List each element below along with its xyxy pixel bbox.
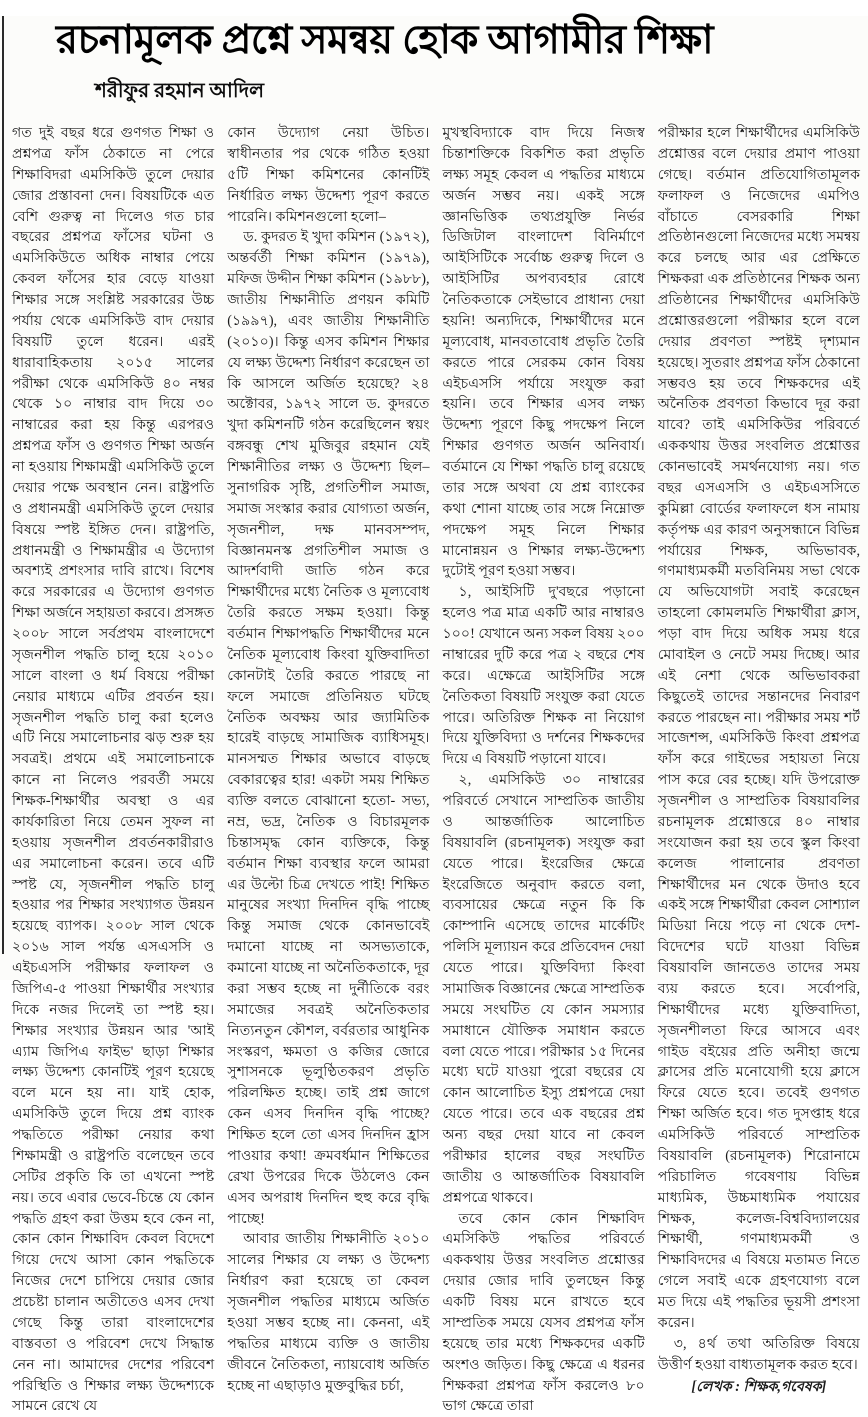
author-credit: [লেখক : শিক্ষক,গবেষক] [658, 1377, 860, 1398]
paragraph: আবার জাতীয় শিক্ষানীতি ২০১০ সালের শিক্ষার যে লক্ষ্য ও উদ্দেশ্য নির্ধারণ করা হয়েছে তা কেবল সৃজনশীল পদ্ধতির মাধ্যমে অর্জিত হওয়া সম্ভব হচ্ছে না। কেননা, এই পদ্ধতির মাধ্যমে ব্যক্তি ও জাতীয় জীবনে নৈতিকতা, ন্যায়বোধ অর্জিত হচ্ছে না এছাড়াও মুক্তবুদ্ধির চর্চা, [227, 1229, 429, 1396]
column-1 [12, 123, 214, 1417]
paragraph: পরীক্ষার হলে শিক্ষার্থীদের এমসিকিউ প্রশ্নোত্তর বলে দেয়ার প্রমাণ পাওয়া গেছে। বর্তমান প্রতিযোগিতামূলক ফলাফল ও নিজেদের এমপিও বাঁচাতে বেসরকারি শিক্ষা প্রতিষ্ঠানগুলো নিজেদের মধ্যে সমন্বয় করে চলছে আর এর প্রেক্ষিতে শিক্ষকরা এক প্রতিষ্ঠানের শিক্ষক অন্য প্রতিষ্ঠানের শিক্ষার্থীদের এমসিকিউ প্রশ্নোত্তরগুলো পরীক্ষার হলে বলে দেয়ার প্রবণতা স্পষ্টই দৃশ্যমান হয়েছে। সুতরাং প্রশ্নপত্র ফাঁস ঠেকানো সম্ভবও হয় তবে শিক্ষকদের এই অনৈতিক প্রবণতা কিভাবে দূর করা যাবে? তাই এমসিকিউর পরিবর্তে এককথায় উত্তর সংবলিত প্রশ্নোত্তর কোনভাবেই সমর্থনযোগ্য নয়। গত বছর এসএসসি ও এইচএসসিতে কুমিল্লা বোর্ডের ফলাফলে ধস নামায় কর্তৃপক্ষ এর কারণ অনুসন্ধানে বিভিন্ন পর্যায়ের শিক্ষক, অভিভাবক, গণমাধ্যমকর্মী মতবিনিময় সভা থেকে যে অভিযোগটা সবাই করেছেন তাহলো কোমলমতি শিক্ষার্থীরা ক্লাস, পড়া বাদ দিয়ে অধিক সময় ধরে মোবাইল ও নেটে সময় দিচ্ছে। আর এই নেশা থেকে অভিভাবকরা কিছুতেই তাদের সন্তানদের নিবারণ করতে পারছেন না। পরীক্ষার সময় শর্ট সাজেশন্স, এমসিকিউ কিংবা প্রশ্নপত্র ফাঁস করে গাইভের সহায়তা নিয়ে পাস করে বের হচ্ছে। যদি উপরোক্ত সৃজনশীল ও সাম্প্রতিক বিষয়াবলির রচনামূলক প্রশ্নোত্তরে ৪০ নাম্বার সংযোজন করা হয় তবে স্কুল কিংবা কলেজ পালানোর প্রবণতা শিক্ষার্থীদের মন থেকে উদাও হবে একই সঙ্গে শিক্ষার্থীরা কেবল সোশ্যাল মিডিয়া নিয়ে পড়ে না থেকে দেশ-বিদেশের ঘটে যাওয়া বিভিন্ন বিষয়াবলি জানতেও তাদের সময় ব্যয় করতে হবে। সর্বোপরি, শিক্ষার্থীদের মধ্যে যুক্তিবাদিতা, সৃজনশীলতা ফিরে আসবে এবং গাইড বইয়ের প্রতি অনীহা জন্মে ক্লাসের প্রতি মনোযোগী হয়ে ক্লাসে ফিরে যেতে হবে। তবেই গুণগত শিক্ষা অর্জিত হবে। গত দুসপ্তাহ ধরে এমসিকিউ পরিবর্তে সাম্প্রতিক বিষয়াবলি (রচনামূলক) শিরোনামে পরিচালিত গবেষণায় বিভিন্ন মাধ্যমিক, উচ্চমাধ্যমিক পযায়ের শিক্ষক, কলেজ-বিশ্ববিদ্যালয়ের শিক্ষার্থী, গণমাধ্যমকর্মী ও শিক্ষাবিদদের এ বিষয়ে মতামত নিতে গেলে সবাই একে গ্রহণযোগ্য বলে মত দিয়ে এই পদ্ধতির ভূয়সী প্রশংসা করেন। [658, 123, 860, 1334]
newspaper-article-page [0, 16, 868, 980]
column-2 [227, 123, 429, 1417]
paragraph: মুখস্থবিদ্যাকে বাদ দিয়ে নিজস্ব চিন্তাশক্তিকে বিকশিত করা প্রভৃতি লক্ষ্য সমূহ কেবল এ পদ্ধতির মাধ্যমে অর্জন সম্ভব নয়। একই সঙ্গে জ্ঞানভিত্তিক তথ্যপ্রযুক্তি নির্ভর ডিজিটাল বাংলাদেশ বিনির্মাণে আইসিটিকে সর্বোচ্চ গুরুত্ব দিলে ও আইসিটির অপব্যবহার রোধে নৈতিকতাকে সেইভাবে প্রাধান্য দেয়া হয়নি! অন্যদিকে, শিক্ষার্থীদের মনে মূল্যবোধ, মানবতাবোধ প্রভৃতি তৈরি করতে পারে সেরকম কোন বিষয় এইচএসসি পর্যায়ে সংযুক্ত করা হয়নি। তবে শিক্ষার এসব লক্ষ্য উদ্দেশ্য পূরণে কিছু পদক্ষেপ নিলে শিক্ষার গুণগত অর্জন অনিবার্য। বর্তমানে যে শিক্ষা পদ্ধতি চালু রয়েছে তার সঙ্গে অথবা যে প্রশ্ন ব্যাংকের কথা শোনা যাচ্ছে তার সঙ্গে নিম্নোক্ত পদক্ষেপ সমূহ নিলে শিক্ষার মানোন্নয়ন ও শিক্ষার লক্ষ্য-উদ্দেশ্য দুটোই পূরণ হওয়া সম্ভব। [443, 123, 645, 582]
paragraph-point-1: ১, আইসিটি দু'বছরে পড়ানো হলেও পত্র মাত্র একটি আর নাম্বারও ১০০! যেখানে অন্য সকল বিষয় ২০০ নাম্বারের দুটি করে পত্র ২ বছরে শেষ করে। এক্ষেত্রে আইসিটির সঙ্গে নৈতিকতা বিষয়টি সংযুক্ত করা যেতে পারে। অতিরিক্ত শিক্ষক না নিয়োগ দিয়ে যুক্তিবিদ্যা ও দর্শনের শিক্ষকদের দিয়ে এ বিষয়টি পড়ানো যাবে। [443, 582, 645, 770]
paragraph: গত দুই বছর ধরে গুণগত শিক্ষা ও প্রশ্নপত্র ফাঁস ঠেকাতে না পেরে শিক্ষাবিদরা এমসিকিউ তুলে দেয়ার জোর প্রস্তাবনা দেন। বিষয়টিকে এত বেশি গুরুত্ব না দিলেও গত চার বছরের প্রশ্নপত্র ফাঁসের ঘটনা ও এমসিকিউতে অধিক নাম্বার পেয়ে কেবল ফাঁসের হার বেড়ে যাওয়া শিক্ষার সঙ্গে সংশ্লিষ্ট সরকারের উচ্চ পর্যায় থেকে এমসিকিউ বাদ দেয়ার বিষয়টি তুলে ধরেন। এরই ধারাবাহিকতায় ২০১৫ সালের পরীক্ষা থেকে এমসিকিউ ৪০ নম্বর থেকে ১০ নাম্বার বাদ দিয়ে ৩০ নাম্বারের করা হয় কিন্তু এরপরও প্রশ্নপত্র ফাঁস ও গুণগত শিক্ষা অর্জন না হওয়ায় শিক্ষামন্ত্রী এমসিকিউ তুলে দেয়ার পক্ষে অবস্থান নেন। রাষ্ট্রপতি ও প্রধানমন্ত্রী এমসিকিউ তুলে দেয়ার বিষয়ে স্পষ্ট ইঙ্গিত দেন। রাষ্ট্রপতি, প্রধানমন্ত্রী ও শিক্ষামন্ত্রীর এ উদ্যোগ অবশ্যই প্রশংসার দাবি রাখে। বিশেষ করে সরকারের এ উদ্যোগ গুণগত শিক্ষা অর্জনে সহায়তা করবে। প্রসঙ্গত ২০০৮ সালে সর্বপ্রথম বাংলাদেশে সৃজনশীল পদ্ধতি চালু হয়ে ২০১০ সালে বাংলা ও ধর্ম বিষয়ে পরীক্ষা নেয়ার মাধ্যমে এটির প্রবর্তন হয়। সৃজনশীল পদ্ধতি চালু করা হলেও এটি নিয়ে সমালোচনার ঝড় শুরু হয় সবত্রই। প্রথমে এই সমালোচনাকে কানে না নিলেও পরবর্তী সময়ে শিক্ষক-শিক্ষার্থীর অবস্থা ও এর কার্যকারিতা নিয়ে তেমন সুফল না হওয়ায় সৃজনশীল প্রবর্তনকারীরাও এর সমালোচনা করেন। তবে এটি স্পষ্ট যে, সৃজনশীল পদ্ধতি চালু হওয়ার পর শিক্ষার সংখ্যাগত উন্নয়ন হয়েছে ব্যাপক। ২০০৮ সাল থেকে ২০১৬ সাল পর্যন্ত এসএসসি ও এইচএসসি পরীক্ষার ফলাফল ও জিপিএ-৫ পাওয়া শিক্ষার্থীর সংখ্যার দিকে নজর দিলেই তা স্পষ্ট হয়। শিক্ষার সংখ্যার উন্নয়ন আর 'আই এ্যাম জিপিএ ফাইভ' ছাড়া শিক্ষার লক্ষ্য উদ্দেশ্য কোনটিই পূরণ হয়েছে বলে মনে হয় না। যাই হোক, এমসিকিউ তুলে দিয়ে প্রশ্ন ব্যাংক পদ্ধতিতে পরীক্ষা নেয়ার কথা শিক্ষামন্ত্রী ও রাষ্ট্রপতি বলেছেন তবে সেটির প্রকৃতি কি তা এখনো স্পষ্ট নয়। তবে এবার ভেবে-চিন্তে যে কোন পদ্ধতি গ্রহণ করা উত্তম হবে কেন না, কোন কোন শিক্ষাবিদ কেবল বিদেশে গিয়ে দেখে আসা কোন পদ্ধতিকে নিজের দেশে চাপিয়ে দেয়ার জোর প্রচেষ্টা চালান অতীতেও এসব দেখা গেছে কিন্তু তারা বাংলাদেশের বাস্তবতা ও পরিবেশ দেখে সিদ্ধান্ত নেন না। আমাদের দেশের পরিবেশ পরিস্থিতি ও শিক্ষার লক্ষ্য উদ্দেশ্যকে সামনে রেখে যে [12, 123, 214, 1417]
article-byline: শরীফুর রহমান আদিল [95, 76, 868, 109]
paragraph: তবে কোন কোন শিক্ষাবিদ এমসিকিউ পদ্ধতির পরিবর্তে এককথায় উত্তর সংবলিত প্রশ্নোত্তর দেয়ার জোর দাবি তুলছেন কিন্তু একটি বিষয় মনে রাখতে হবে সাম্প্রতিক সময়ে যেসব প্রশ্নপত্র ফাঁস হয়েছে তার মধ্যে শিক্ষকদের একটি অংশও জড়িত। কিছু ক্ষেত্রে এ ধরনর শিক্ষকরা প্রশ্নপত্র ফাঁস করলেও ৮০ ভাগ ক্ষেত্রে তারা [443, 1209, 645, 1417]
paragraph-point-2: ২, এমসিকিউ ৩০ নাম্বারের পরিবর্তে সেখানে সাম্প্রতিক জাতীয় ও আন্তর্জাতিক আলোচিত বিষয়াবলি (রচনামূলক) সংযুক্ত করা যেতে পারে। ইংরেজির ক্ষেত্রে ইংরেজিতে অনুবাদ করতে বলা, ব্যবসায়ের ক্ষেত্রে নতুন কি কি কোম্পানি এসেছে তাদের মার্কেটিং পলিসি মূল্যায়ন করে প্রতিবেদন দেয়া যেতে পারে। যুক্তিবিদ্যা কিংবা সামাজিক বিজ্ঞানের ক্ষেত্রে সাম্প্রতিক সময়ে সংঘটিত যে কোন সমস্যার সমাধানে যৌক্তিক সমাধান করতে বলা যেতে পারে। পরীক্ষার ১৫ দিনের মধ্যে ঘটে যাওয়া পুরো বছরের যে কোন আলোচিত ইস্যু প্রশ্নপত্রে দেয়া যেতে পারে। তবে এক বছরের প্রশ্ন অন্য বছর দেয়া যাবে না কেবল পরীক্ষার হালের বছর সংঘটিত জাতীয় ও আন্তর্জাতিক বিষয়াবলি প্রশ্নপত্রে থাকবে। [443, 770, 645, 1208]
column-4 [658, 123, 860, 1417]
left-vertical-rule [2, 16, 4, 954]
article-columns [0, 123, 868, 1417]
paragraph: কোন উদ্যোগ নেয়া উচিত। স্বাধীনতার পর থেকে গঠিত হওয়া ৫টি শিক্ষা কমিশনের কোনটিই নির্ধারিত লক্ষ্য উদ্দেশ্য পূরণ করতে পারেনি। কমিশনগুলো হলো– [227, 123, 429, 227]
article-headline: রচনামূলক প্রশ্নে সমন্বয় হোক আগামীর শিক্ষা [56, 16, 862, 64]
column-3 [443, 123, 645, 1417]
paragraph-point-3: ৩, ৪র্থ তথা অতিরিক্ত বিষয়ে উত্তীর্ণ হওয়া বাধ্যতামূলক করত হবে। [658, 1334, 860, 1376]
paragraph: ড. কুদরত ই খুদা কমিশন (১৯৭২), অন্তর্বর্তী শিক্ষা কমিশন (১৯৭৯), মফিজ উদ্দীন শিক্ষা কমিশন (১৯৮৮), জাতীয় শিক্ষানীতি প্রণয়ন কমিটি (১৯৯৭), এবং জাতীয় শিক্ষানীতি (২০১০)। কিন্তু এসব কমিশন শিক্ষার যে লক্ষ্য উদ্দেশ্য নির্ধারণ করেছেন তা কি আসলে অর্জিত হয়েছে? ২৪ অক্টোবর, ১৯৭২ সালে ড. কুদরতে খুদা কমিশনটি গঠন করেছিলেন স্বয়ং বঙ্গবন্ধু শেখ মুজিবুর রহমান যেই শিক্ষানীতির লক্ষ্য ও উদ্দেশ্য ছিল– সুনাগরিক সৃষ্টি, প্রগতিশীল সমাজ, সমাজ সংস্কার করার যোগ্যতা অর্জন, সৃজনশীল, দক্ষ মানবসম্পদ, বিজ্ঞানমনস্ক প্রগতিশীল সমাজ ও আদর্শবাদী জাতি গঠন করে শিক্ষার্থীদের মধ্যে নৈতিক ও মূল্যবোধ তৈরি করতে সক্ষম হওয়া। কিন্তু বর্তমান শিক্ষাপদ্ধতি শিক্ষার্থীদের মনে নৈতিক মূল্যবোধ কিংবা যুক্তিবাদিতা কোনটাই তৈরি করতে পারছে না ফলে সমাজে প্রতিনিয়ত ঘটছে নৈতিক অবক্ষয় আর জ্যামিতিক হারেই বাড়ছে সামাজিক ব্যাধিসমূহ। মানসম্মত শিক্ষার অভাবে বাড়ছে বেকারত্বের হার! একটা সময় শিক্ষিত ব্যক্তি বলতে বোঝানো হতো- সভ্য, নম্র, ভদ্র, নৈতিক ও বিচারমূলক চিন্তাসমৃদ্ধ কোন ব্যক্তিকে, কিন্তু বর্তমান শিক্ষা ব্যবস্থার ফলে আমরা এর উল্টো চিত্র দেখতে পাই! শিক্ষিত মানুষের সংখ্যা দিনদিন বৃদ্ধি পাচ্ছে কিন্তু সমাজ থেকে কোনভাবেই দমানো যাচ্ছে না অসভ্যতাকে, কমানো যাচ্ছে না অনৈতিকতাকে, দূর করা সম্ভব হচ্ছে না দুর্নীতিকে বরং সমাজের সবত্রই অনৈতিকতার নিত্যনতুন কৌশল, বর্বরতার আধুনিক সংস্করণ, ক্ষমতা ও কজির জোরে সুশাসনকে ভূলুণ্ঠিতকরণ প্রভৃতি পরিলক্ষিত হচ্ছে। তাই প্রশ্ন জাগে কেন এসব দিনদিন বৃদ্ধি পাচ্ছে? শিক্ষিত হলে তো এসব দিনদিন হ্রাস পাওয়ার কথা! ক্রমবর্ধমান শিক্ষিতের রেখা উপরের দিকে উঠলেও কেন এসব অপরাধ দিনদিন হুহু করে বৃদ্ধি পাচ্ছে! [227, 227, 429, 1229]
